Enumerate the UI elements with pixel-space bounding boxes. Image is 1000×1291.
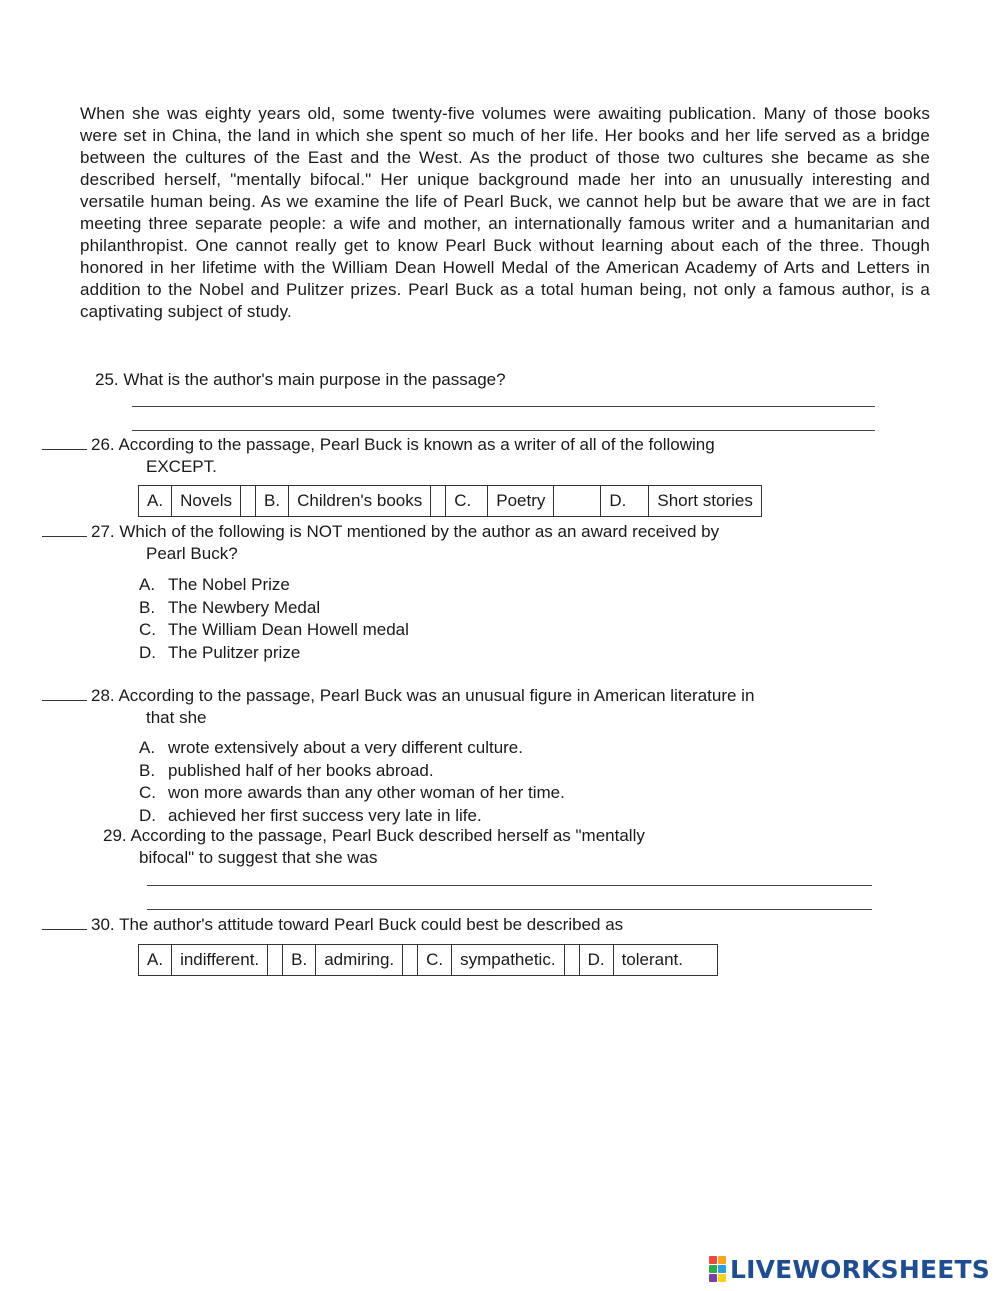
answer-blank-28[interactable] [42,687,87,701]
options-list-27 [139,574,409,664]
question-29 [103,825,645,847]
option-letter: A. [139,945,172,976]
option-letter: B. [283,945,316,976]
question-27-continued: Pearl Buck? [146,544,238,563]
option-box[interactable] [431,486,446,517]
question-25 [95,369,506,391]
option-letter: D. [601,486,649,517]
question-text: According to the passage, Pearl Buck described herself as "mentally [130,826,645,845]
answer-blank-27[interactable] [42,523,87,537]
question-text: Which of the following is NOT mentioned by the author as an award received by [119,522,720,541]
option-letter: D. [579,945,613,976]
question-number: 26. [91,435,115,454]
option-text: Novels [172,486,241,517]
option-box[interactable] [268,945,283,976]
option-item: C. The William Dean Howell medal [139,620,409,639]
option-text: Poetry [488,486,554,517]
question-text: According to the passage, Pearl Buck is known as a writer of all of the following [118,435,715,454]
option-item: B. The Newbery Medal [139,597,321,617]
answer-line-29a[interactable] [147,885,872,886]
option-text: sympathetic. [452,945,564,976]
question-29-continued: bifocal" to suggest that she was [139,848,378,867]
answer-blank-30[interactable] [42,916,87,930]
option-text: tolerant. [613,945,717,976]
option-text: Short stories [649,486,761,517]
option-box[interactable] [554,486,601,517]
option-box[interactable] [403,945,418,976]
option-text: indifferent. [172,945,268,976]
question-28 [42,685,754,707]
option-item: D. The Pulitzer prize [139,642,301,662]
question-26-continued: EXCEPT. [146,457,217,476]
options-table-26 [138,485,762,517]
question-number: 30. [91,915,115,934]
question-28-continued: that she [146,708,207,727]
option-item: A. The Nobel Prize [139,575,290,594]
logo-blocks-icon [709,1256,726,1282]
option-box[interactable] [241,486,256,517]
answer-line-29b[interactable] [147,909,872,910]
option-letter: B. [256,486,289,517]
option-letter: C. [446,486,488,517]
question-text: According to the passage, Pearl Buck was an unusual figure in American literature in [118,686,755,705]
option-item: C. won more awards than any other woman of her time. [139,783,565,802]
option-text: Children's books [289,486,431,517]
answer-line-25b[interactable] [132,430,875,431]
logo-text: LIVEWORKSHEETS [729,1254,990,1284]
option-letter: C. [418,945,452,976]
question-number: 27. [91,522,115,541]
question-number: 25. [95,370,119,389]
question-number: 29. [103,826,127,845]
liveworksheets-logo [709,1251,990,1287]
question-30 [42,914,623,936]
option-letter: A. [139,486,172,517]
option-text: admiring. [316,945,403,976]
question-text: What is the author's main purpose in the passage? [123,370,506,389]
question-26 [42,434,715,456]
question-text: The author's attitude toward Pearl Buck could best be described as [119,915,624,934]
answer-blank-26[interactable] [42,436,87,450]
reading-passage: When she was eighty years old, some twenty-five volumes were awaiting publication. Many of those books were set in China, the land in which she spent so much of her life. Her books and her life served as a bridge between the cultures of the East and the West. As the product of those two cultures she became as she described herself, "mentally bifocal." Her unique background made her into an unusually interesting and versatile human being. As we examine the life of Pearl Buck, we cannot help but be aware that we are in fact meeting three separate people: a wife and mother, an internationally famous writer and a humanitarian and philanthropist. One cannot really get to know Pearl Buck without learning about each of the three. Though honored in her lifetime with the William Dean Howell Medal of the American Academy of Arts and Letters in addition to the Nobel and Pulitzer prizes. Pearl Buck as a total human being, not only a famous author, is a captivating subject of study. [80,104,930,321]
options-list-28 [139,737,565,827]
option-item: A. wrote extensively about a very different culture. [139,738,523,757]
option-item: D. achieved her first success very late in life. [139,805,482,825]
options-table-30 [138,944,718,976]
answer-line-25a[interactable] [132,406,875,407]
option-item: B. published half of her books abroad. [139,760,434,780]
option-box[interactable] [564,945,579,976]
question-27 [42,521,719,543]
question-number: 28. [91,686,115,705]
